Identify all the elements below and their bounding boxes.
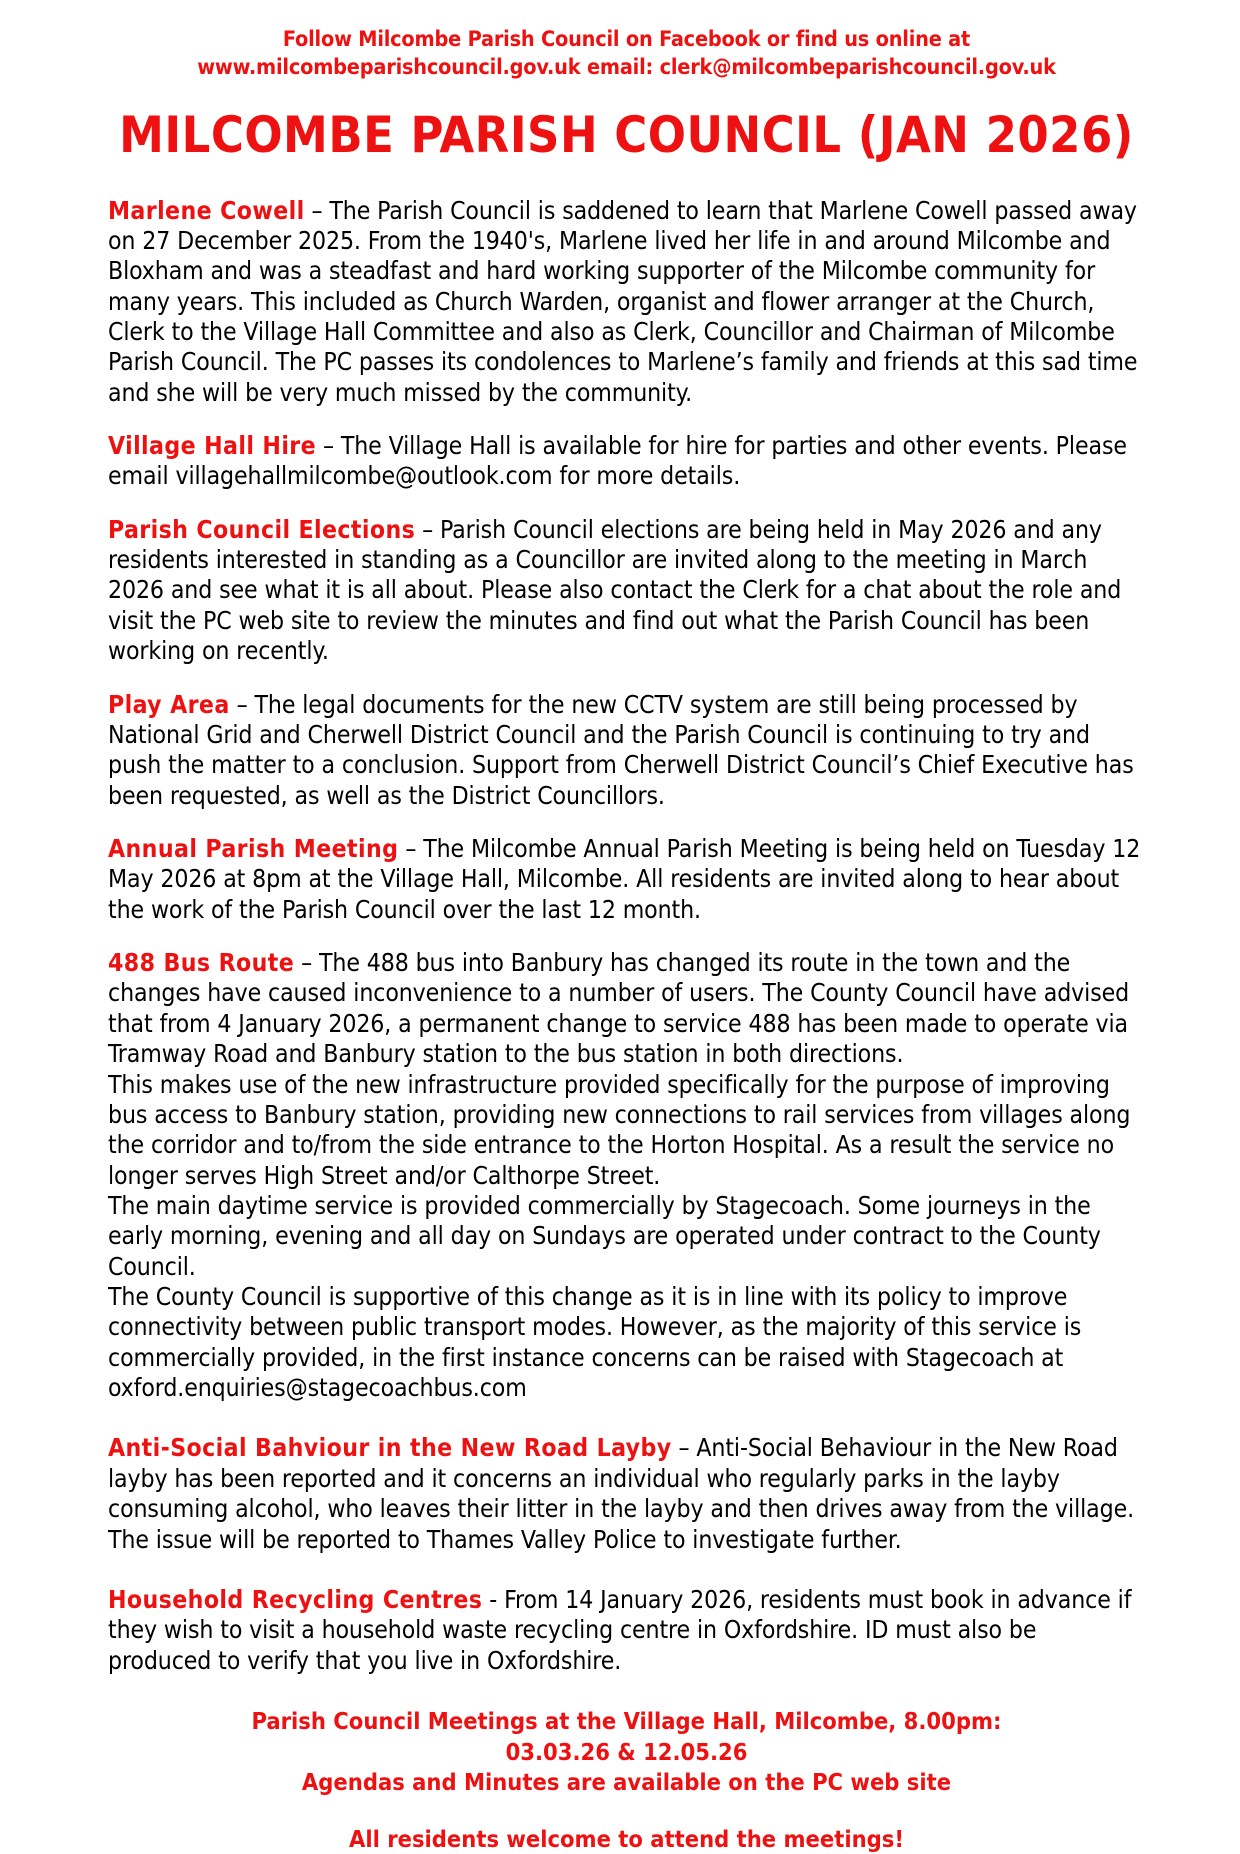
page-title: MILCOMBE PARISH COUNCIL (JAN 2026) (119, 106, 1134, 165)
section-village-hall-hire (108, 431, 1145, 492)
section-heading: Marlene Cowell (108, 195, 305, 225)
section-anti-social-behaviour (108, 1433, 1145, 1554)
sections-container (108, 196, 1145, 1676)
masthead-line-1: Follow Milcombe Parish Council on Facebook or find us online at (282, 27, 971, 52)
section-body: – The Village Hall is available for hire for parties and other events. Please email villagehallmilcombe@outlook.com for more details. (108, 431, 1127, 491)
footer-meeting-dates: 03.03.26 & 12.05.26 (505, 1737, 748, 1766)
section-heading: Annual Parish Meeting (108, 834, 399, 863)
section-household-recycling-centres (108, 1585, 1145, 1676)
section-body: – Anti-Social Behaviour in the New Road layby has been reported and it concerns an individual who regularly parks in the layby consuming alcohol, who leaves their litter in the layby and then drives away from the village. The issue will be reported to Thames Valley Police to investigate further. (108, 1433, 1135, 1554)
section-body: - From 14 January 2026, residents must book in advance if they wish to visit a household waste recycling centre in Oxfordshire. ID must also be produced to verify that you live in Oxfordshire. (108, 1584, 1132, 1675)
section-heading: Parish Council Elections (108, 514, 416, 544)
masthead (108, 26, 1145, 81)
section-body: – The legal documents for the new CCTV system are still being processed by National Grid and Cherwell District Council and the Parish Council is continuing to try and push the matter to a conclusion. Support from Cherwell District Council’s Chief Executive has been requested, as well as the District Councillors. (108, 689, 1134, 810)
section-body: – The Milcombe Annual Parish Meeting is being held on Tuesday 12 May 2026 at 8pm at the Village Hall, Milcombe. All residents are invited along to hear about the work of the Parish Council over the last 12 month. (108, 834, 1141, 924)
section-parish-council-elections (108, 515, 1145, 667)
section-paragraph (108, 948, 1145, 1069)
section-paragraph: The County Council is supportive of this change as it is in line with its policy to improve connectivity between public transport modes. However, as the majority of this service is commercially provided, in the first instance concerns can be raised with Stagecoach at oxford.enquiries@stagecoachbus.com (108, 1282, 1082, 1403)
section-heading: Anti-Social Bahviour in the New Road Layby (108, 1433, 672, 1463)
footer-agendas-line: Agendas and Minutes are available on the PC web site (301, 1768, 952, 1797)
section-marlene-cowell (108, 196, 1145, 409)
section-paragraph (108, 431, 1145, 492)
section-paragraph (108, 515, 1145, 667)
section-body: – The Parish Council is saddened to learn that Marlene Cowell passed away on 27 December 2025. From the 1940's, Marlene lived her life in and around Milcombe and Bloxham and was a steadfast and hard working supporter of the Milcombe community for many years. This included as Church Warden, organist and flower arranger at the Church, Clerk to the Village Hall Committee and also as Clerk, Councillor and Chairman of Milcombe Parish Council. The PC passes its condolences to Marlene’s family and friends at this sad time and she will be very much missed by the community. (108, 195, 1138, 407)
section-paragraph: The main daytime service is provided commercially by Stagecoach. Some journeys in the early morning, evening and all day on Sundays are operated under contract to the County Council. (108, 1190, 1101, 1281)
section-paragraph (108, 690, 1145, 811)
section-heading: Village Hall Hire (108, 431, 317, 461)
section-paragraph (108, 1585, 1145, 1676)
section-annual-parish-meeting (108, 834, 1145, 925)
section-paragraph (108, 834, 1145, 925)
section-body: – The 488 bus into Banbury has changed its route in the town and the changes have caused inconvenience to a number of users. The County Council have advised that from 4 January 2026, a permanent change to service 488 has been made to operate via Tramway Road and Banbury station to the bus station in both directions. (108, 948, 1130, 1069)
footer (108, 1706, 1145, 1854)
section-heading: Household Recycling Centres (108, 1584, 483, 1614)
section-play-area (108, 690, 1145, 811)
masthead-line-2: www.milcombeparishcouncil.gov.uk email: clerk@milcombeparishcouncil.gov.uk (197, 54, 1056, 80)
section-488-bus-route (108, 948, 1145, 1403)
section-paragraph (108, 196, 1145, 409)
section-paragraph (108, 1433, 1145, 1554)
footer-welcome-line: All residents welcome to attend the meetings! (349, 1824, 904, 1853)
section-paragraph: This makes use of the new infrastructure provided specifically for the purpose of improving bus access to Banbury station, providing new connections to rail services from villages along the corridor and to/from the side entrance to the Horton Hospital. As a result the service no longer serves High Street and/or Calthorpe Street. (108, 1069, 1131, 1190)
footer-meetings-line: Parish Council Meetings at the Village Hall, Milcombe, 8.00pm: (251, 1706, 1002, 1735)
section-body: – Parish Council elections are being held in May 2026 and any residents interested in standing as a Councillor are invited along to the meeting in March 2026 and see what it is all about. Please also contact the Clerk for a chat about the role and visit the PC web site to review the minutes and find out what the Parish Council has been working on recently. (108, 514, 1122, 666)
section-heading: 488 Bus Route (108, 948, 295, 978)
section-heading: Play Area (108, 689, 230, 719)
